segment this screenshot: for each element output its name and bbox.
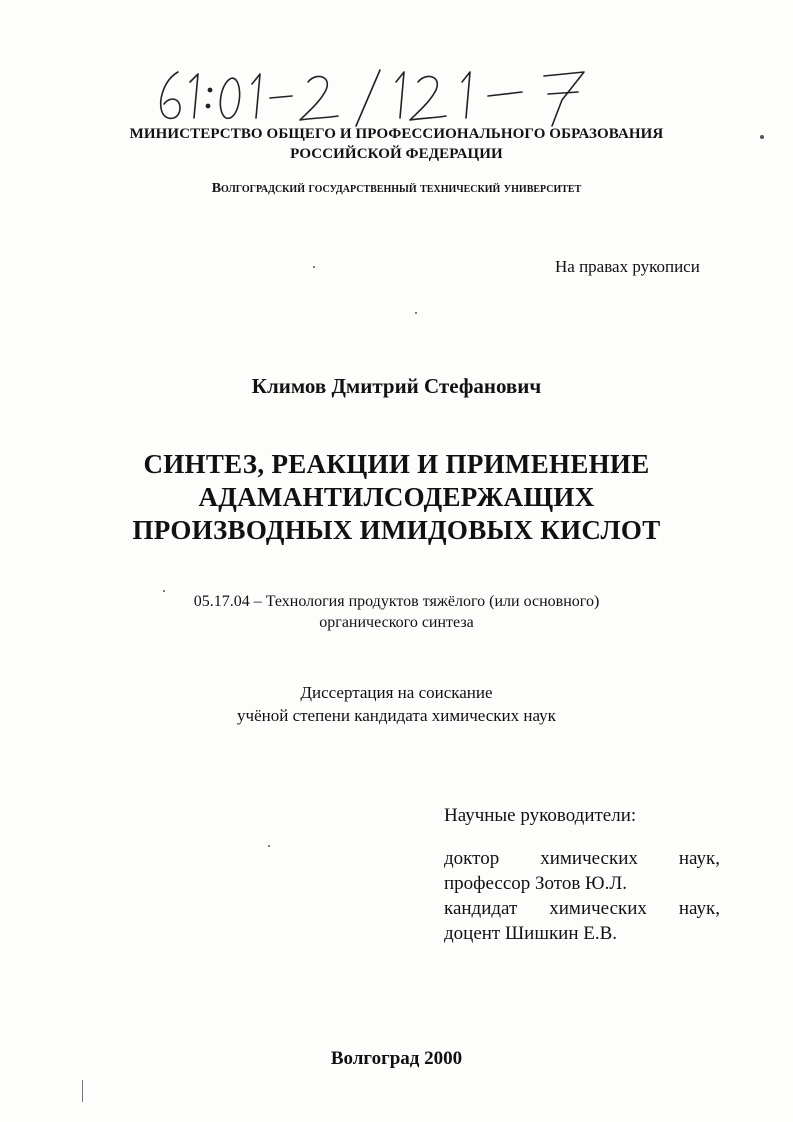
- ministry-line-1: МИНИСТЕРСТВО ОБЩЕГО И ПРОФЕССИОНАЛЬНОГО ОБРАЗОВАНИЯ: [129, 126, 664, 142]
- supervisors-list: [444, 846, 720, 946]
- scan-speck: [415, 312, 417, 314]
- supervisor-line: доцент Шишкин Е.В.: [444, 923, 618, 944]
- ministry-line-2: РОССИЙСКОЙ ФЕДЕРАЦИИ: [290, 146, 503, 162]
- title-line-2: АДАМАНТИЛСОДЕРЖАЩИХ: [198, 482, 595, 512]
- supervisor-line: доктор химических наук,: [444, 848, 720, 869]
- title-line-1: СИНТЕЗ, РЕАКЦИИ И ПРИМЕНЕНИЕ: [143, 449, 650, 479]
- title-line-3: ПРОИЗВОДНЫХ ИМИДОВЫХ КИСЛОТ: [132, 515, 661, 545]
- handwritten-archive-number-drawing: [150, 60, 610, 130]
- ministry-heading: [0, 124, 793, 164]
- city-year: Волгоград 2000: [330, 1048, 463, 1069]
- rights-notice: На правах рукописи: [555, 257, 700, 276]
- specialty-line-1: 05.17.04 – Технология продуктов тяжёлого (или основного): [193, 593, 600, 610]
- university-name: Волгоградский государственный технический университет: [211, 181, 582, 196]
- scan-speck: [313, 266, 315, 268]
- scan-speck: [163, 590, 165, 592]
- supervisor-line: кандидат химических наук,: [444, 898, 720, 919]
- supervisors-heading: Научные руководители:: [444, 805, 637, 826]
- author-name: Климов Дмитрий Стефанович: [251, 374, 542, 398]
- handwritten-archive-number: [150, 60, 610, 130]
- specialty-code: [0, 591, 793, 633]
- degree-line-2: учёной степени кандидата химических наук: [237, 706, 556, 725]
- degree-line-1: Диссертация на соискание: [300, 683, 493, 702]
- dissertation-title: [0, 448, 793, 547]
- degree-statement: [0, 681, 793, 727]
- supervisor-line: профессор Зотов Ю.Л.: [444, 873, 627, 894]
- specialty-line-2: органического синтеза: [319, 614, 474, 631]
- scan-speck: [268, 845, 270, 847]
- page-edge-mark: [82, 1080, 83, 1102]
- scan-speck: [760, 135, 764, 139]
